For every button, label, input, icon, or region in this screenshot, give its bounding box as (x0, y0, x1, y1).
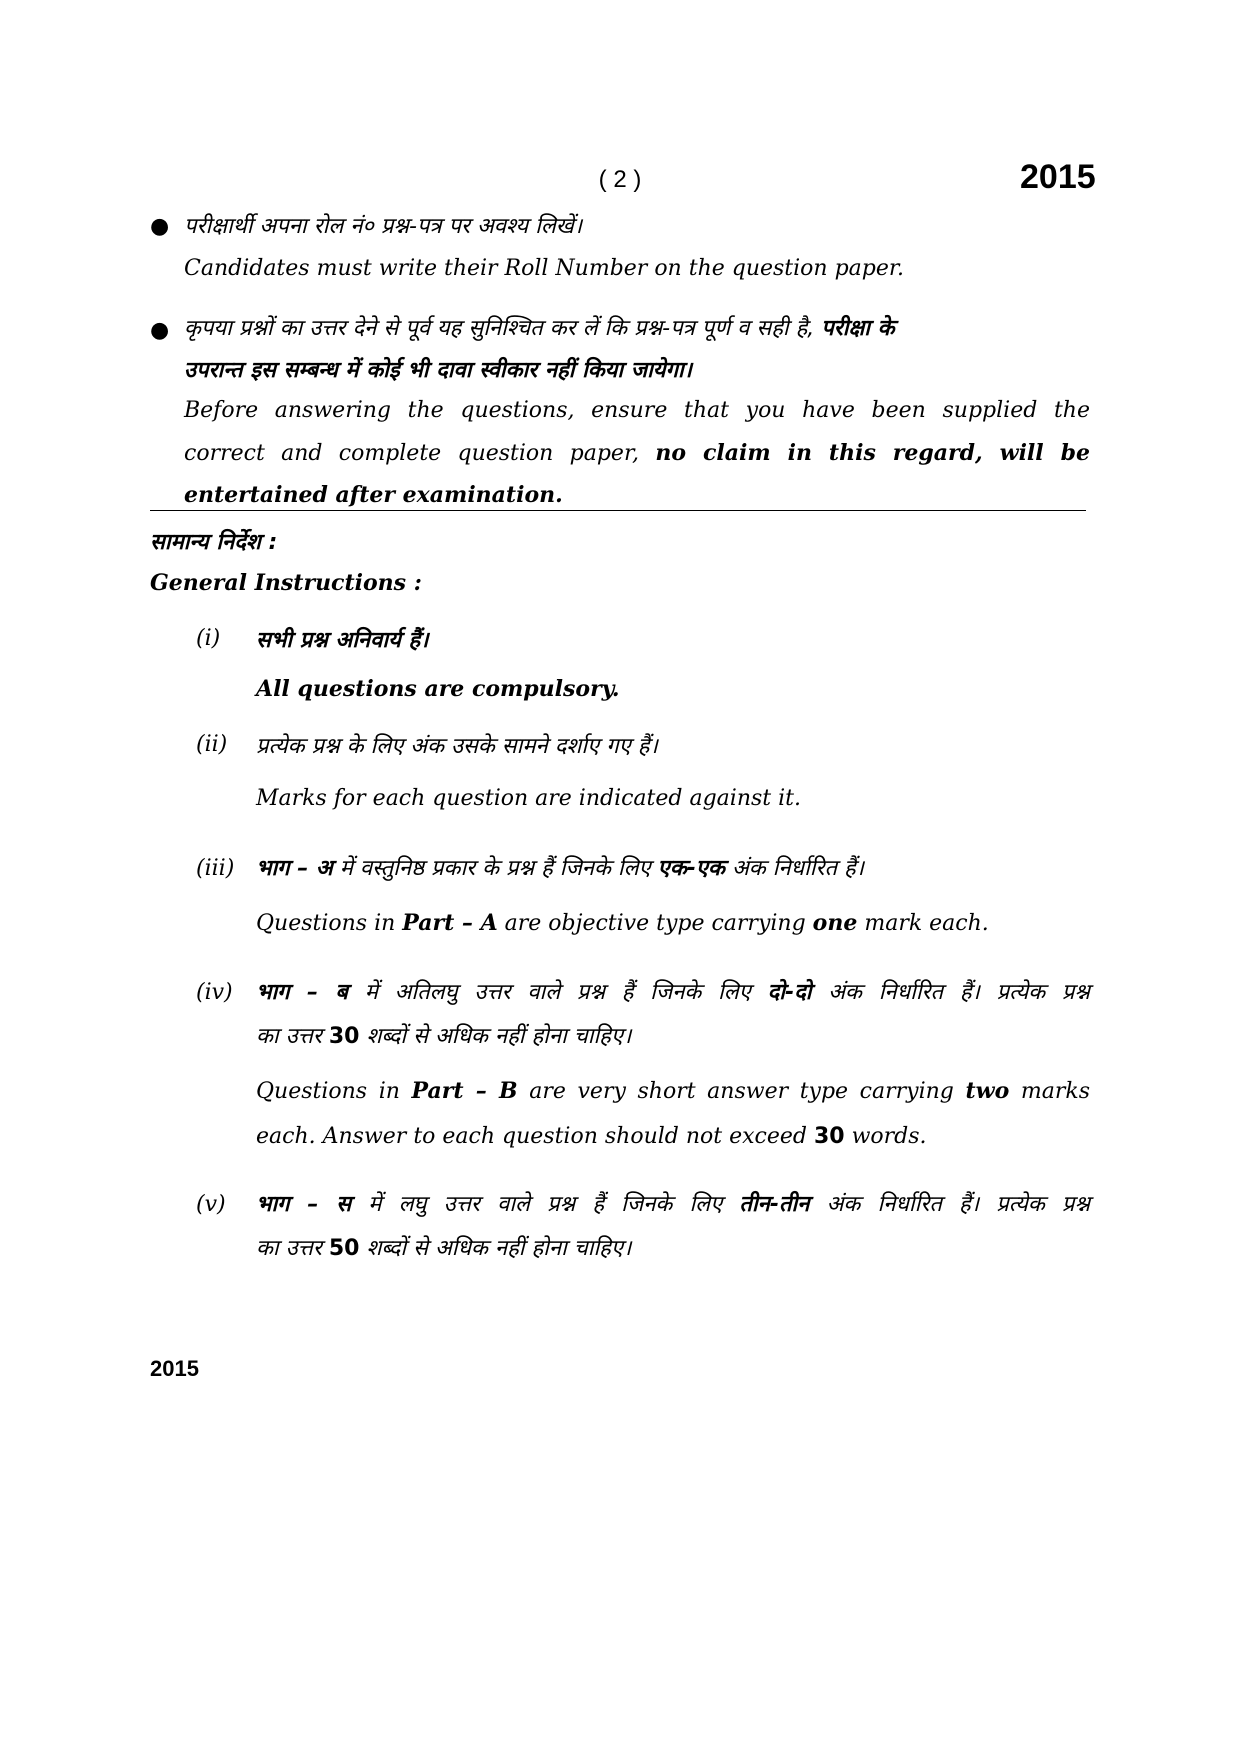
marks-bold: two (965, 1078, 1010, 1104)
item-number: (iv) (196, 980, 233, 1005)
item-text: शब्दों से अधिक नहीं होना चाहिए। (366, 1236, 632, 1261)
item-4-hindi-line1 (256, 976, 1090, 1006)
bullet-1-english: Candidates must write their Roll Number on the question paper. (184, 256, 904, 281)
bullet-2-hindi-line1 (184, 312, 1090, 342)
item-5-hindi-line2 (256, 1232, 631, 1262)
paper-code-top: 2015 (1020, 158, 1096, 196)
bullet-2-hindi-line2: उपरान्त इस सम्बन्ध में कोई भी दावा स्वीकार नहीं किया जायेगा। (184, 358, 692, 383)
bullet-dot-icon: ● (150, 214, 170, 239)
general-heading-hindi: सामान्य निर्देश : (150, 530, 278, 555)
item-3-hindi (256, 852, 864, 882)
item-text: words. (851, 1124, 927, 1149)
item-4-english-line2 (256, 1124, 927, 1149)
word-limit: 30 (813, 1124, 845, 1149)
item-text: each. Answer to each question should not exceed (256, 1124, 807, 1149)
item-text: marks (1020, 1079, 1090, 1104)
word-limit: 30 (328, 1024, 360, 1049)
marks-bold: एक-एक (657, 856, 725, 881)
part-label: भाग – ब (256, 980, 348, 1005)
item-number: (i) (196, 626, 221, 651)
item-text: में लघु उत्तर वाले प्रश्न हैं जिनके लिए (368, 1192, 723, 1217)
paper-code-bottom: 2015 (150, 1356, 199, 1381)
word-limit: 50 (328, 1236, 360, 1261)
part-label: भाग – अ (256, 856, 333, 881)
marks-bold: तीन-तीन (739, 1192, 810, 1217)
page-number: ( 2 ) (598, 166, 642, 193)
item-number: (iii) (196, 856, 235, 881)
item-1-english: All questions are compulsory. (256, 676, 620, 702)
general-heading-english: General Instructions : (150, 570, 422, 596)
marks-bold: दो-दो (767, 980, 812, 1005)
bullet-1-hindi: परीक्षार्थी अपना रोल नं० प्रश्न-पत्र पर अवश्य लिखें। (184, 214, 583, 239)
item-text: are very short answer type carrying (529, 1079, 954, 1104)
item-number: (v) (196, 1192, 226, 1217)
bullet-2-english-text: correct and complete question paper, (184, 441, 640, 466)
item-text: का उत्तर (256, 1024, 322, 1049)
item-3-english (256, 910, 989, 936)
part-label: Part – B (411, 1078, 518, 1104)
item-4-hindi-line2 (256, 1020, 631, 1050)
item-4-english-line1 (256, 1078, 1090, 1104)
item-2-hindi: प्रत्येक प्रश्न के लिए अंक उसके सामने दर्शाए गए हैं। (256, 734, 658, 759)
item-text: अंक निर्धारित हैं। प्रत्येक प्रश्न (826, 1192, 1090, 1217)
item-text: mark each. (864, 911, 989, 936)
bullet-2-english-bold: no claim in this regard, will be (655, 440, 1090, 466)
item-text: are objective type carrying (504, 911, 806, 936)
bullet-dot-icon: ● (150, 318, 170, 343)
item-text: अंक निर्धारित हैं। प्रत्येक प्रश्न (828, 980, 1090, 1005)
item-text: का उत्तर (256, 1236, 322, 1261)
item-text: में वस्तुनिष्ठ प्रकार के प्रश्न हैं जिनके लिए (339, 856, 651, 881)
part-label: भाग – स (256, 1192, 352, 1217)
bullet-2-hindi-bold: परीक्षा के (821, 316, 895, 341)
item-text: Questions in (256, 1079, 400, 1104)
item-text: अंक निर्धारित हैं। (731, 856, 865, 881)
marks-bold: one (812, 910, 858, 936)
divider-line (150, 510, 1086, 511)
item-text: में अतिलघु उत्तर वाले प्रश्न हैं जिनके लिए (364, 980, 751, 1005)
part-label: Part – A (402, 910, 498, 936)
bullet-2-hindi-text: कृपया प्रश्नों का उत्तर देने से पूर्व यह सुनिश्चित कर लें कि प्रश्न-पत्र पूर्ण व सही है, (184, 316, 815, 341)
bullet-2-english-line3: entertained after examination. (184, 482, 563, 508)
item-5-hindi-line1 (256, 1188, 1090, 1218)
item-2-english: Marks for each question are indicated against it. (256, 786, 801, 811)
item-number: (ii) (196, 732, 228, 757)
bullet-2-english-line2 (184, 440, 1090, 466)
bullet-2-english-line1: Before answering the questions, ensure that you have been supplied the (184, 398, 1090, 423)
item-text: शब्दों से अधिक नहीं होना चाहिए। (366, 1024, 632, 1049)
item-1-hindi: सभी प्रश्न अनिवार्य हैं। (256, 628, 429, 653)
item-text: Questions in (256, 911, 396, 936)
